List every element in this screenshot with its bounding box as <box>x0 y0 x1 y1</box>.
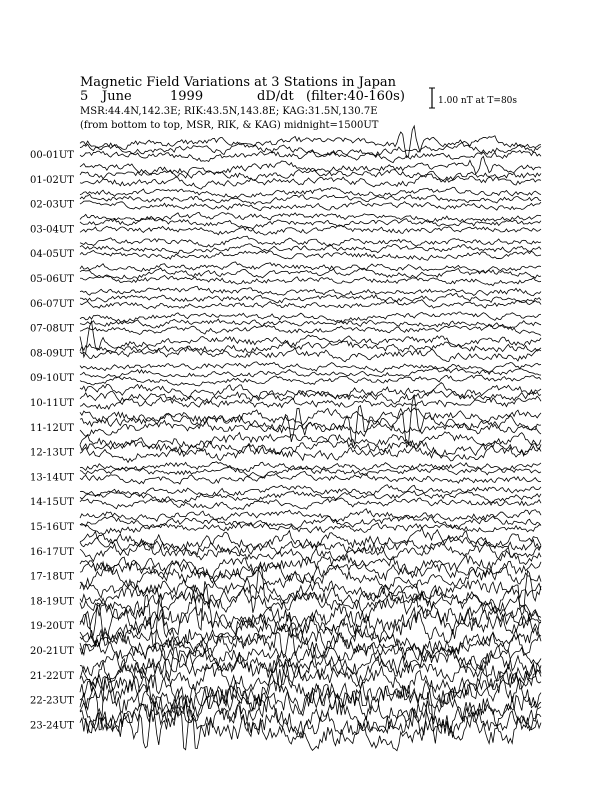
trace-rik <box>80 293 541 303</box>
row-label: 21-22UT <box>30 670 74 682</box>
trace-kag <box>80 286 541 295</box>
filter-label: (filter:40-160s) <box>306 89 405 104</box>
trace-row <box>30 547 541 589</box>
trace-row <box>30 262 541 286</box>
trace-row <box>30 212 541 235</box>
row-label: 23-24UT <box>30 720 74 732</box>
trace-rik <box>80 441 541 456</box>
row-label: 10-11UT <box>30 398 74 409</box>
trace-row <box>30 528 541 561</box>
trace-rik <box>80 466 541 478</box>
trace-row <box>30 362 541 386</box>
trace-msr <box>80 375 541 386</box>
trace-rik <box>80 194 541 204</box>
trace-row <box>30 187 541 210</box>
row-label: 22-23UT <box>30 695 74 707</box>
trace-msr <box>80 275 541 285</box>
row-label: 03-04UT <box>30 224 74 236</box>
row-label: 05-06UT <box>30 274 74 285</box>
row-label: 17-18UT <box>30 571 74 583</box>
trace-row <box>30 312 541 336</box>
trace-row <box>30 286 541 310</box>
trace-rik <box>80 390 541 404</box>
row-label: 01-02UT <box>30 174 74 186</box>
trace-msr <box>80 300 541 309</box>
trace-rik <box>80 368 541 378</box>
trace-msr <box>80 346 541 362</box>
trace-rik <box>80 341 541 353</box>
trace-row <box>30 156 541 189</box>
row-label: 11-12UT <box>30 422 74 434</box>
date-month: June <box>102 89 132 104</box>
trace-rik <box>80 319 541 328</box>
row-label: 06-07UT <box>30 298 74 310</box>
trace-rik <box>80 536 541 555</box>
trace-row <box>30 462 541 484</box>
row-label: 12-13UT <box>30 447 74 459</box>
date-year: 1999 <box>170 89 204 104</box>
trace-msr <box>80 640 541 671</box>
row-label: 13-14UT <box>30 472 74 484</box>
trace-kag <box>80 236 541 247</box>
trace-msr <box>80 325 541 336</box>
trace-rows <box>30 126 541 751</box>
chart-title: Magnetic Field Variations at 3 Stations in Japan <box>80 75 397 90</box>
stations-label: MSR:44.4N,142.3E; RIK:43.5N,143.8E; KAG:31.5N,130.7E <box>80 106 378 117</box>
trace-row <box>30 432 541 463</box>
row-label: 14-15UT <box>30 497 74 509</box>
trace-rik <box>80 170 541 181</box>
trace-row <box>30 509 541 535</box>
row-label: 08-09UT <box>30 348 74 360</box>
scale-bar-label: 1.00 nT at T=80s <box>438 96 518 106</box>
row-label: 00-01UT <box>30 150 74 161</box>
scale-bar <box>429 88 517 108</box>
order-note: (from bottom to top, MSR, RIK, & KAG) midnight=1500UT <box>80 120 379 131</box>
trace-msr <box>80 225 541 235</box>
trace-row <box>30 126 541 163</box>
chart-header <box>80 75 405 131</box>
trace-msr <box>80 250 541 260</box>
trace-row <box>30 396 541 448</box>
trace-msr <box>80 523 541 535</box>
row-label: 19-20UT <box>30 621 74 633</box>
row-label: 16-17UT <box>30 546 74 558</box>
trace-kag <box>80 212 541 222</box>
row-label: 15-16UT <box>30 522 74 533</box>
trace-rik <box>80 244 541 254</box>
row-label: 07-08UT <box>30 323 74 335</box>
trace-kag <box>80 312 541 322</box>
trace-kag <box>80 187 541 197</box>
trace-row <box>30 236 541 260</box>
row-label: 18-19UT <box>30 596 74 608</box>
trace-msr <box>80 498 541 509</box>
trace-msr <box>80 174 541 189</box>
trace-kag <box>80 509 541 522</box>
trace-row <box>30 485 541 510</box>
trace-row <box>30 383 541 410</box>
trace-rik <box>80 268 541 279</box>
trace-row <box>30 321 541 361</box>
row-label: 20-21UT <box>30 646 74 657</box>
row-label: 04-05UT <box>30 249 74 261</box>
quantity-label: dD/dt <box>257 89 294 104</box>
trace-msr <box>80 150 541 162</box>
row-label: 09-10UT <box>30 373 74 385</box>
date-day: 5 <box>80 89 89 104</box>
row-label: 02-03UT <box>30 199 74 211</box>
trace-msr <box>80 396 541 409</box>
